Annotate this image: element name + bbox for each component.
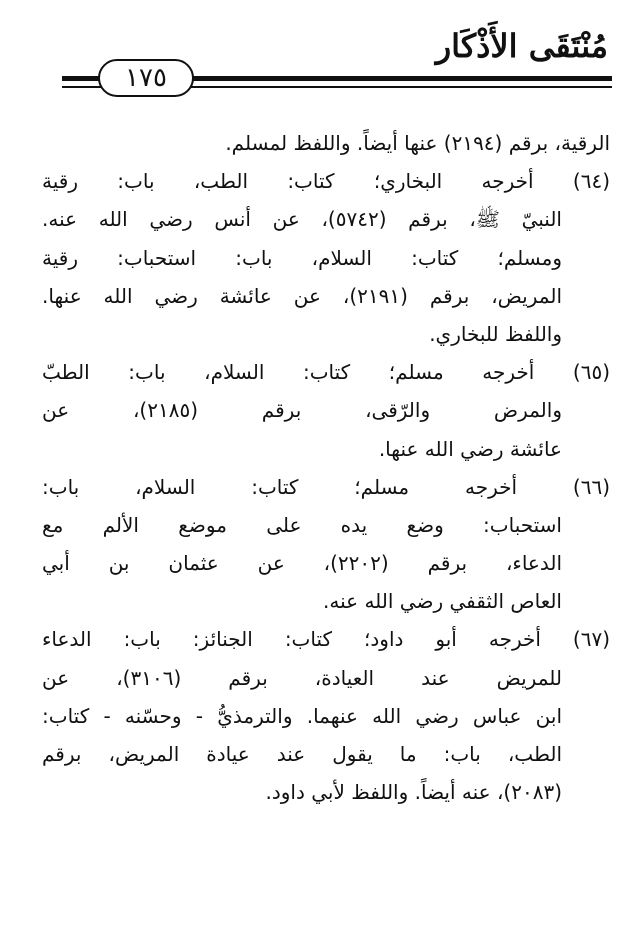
text-line: للمريض عند العيادة، برقم (٣١٠٦)، عن: [42, 665, 562, 690]
text-line: العاص الثقفي رضي الله عنه.: [323, 589, 562, 614]
text-line: الرقية، برقم (٢١٩٤) عنها أيضاً. واللفظ لمسلم.: [225, 131, 610, 155]
footnotes-text: [42, 124, 610, 811]
footnote-64-line: (٦٤) أخرجه البخاري؛ كتاب: الطب، باب: رقية: [42, 169, 610, 194]
page-number-badge: [98, 59, 194, 97]
text-line: والمرض والرّقى، برقم (٢١٨٥)، عن: [42, 398, 562, 423]
text-line: ومسلم؛ كتاب: السلام، باب: استحباب: رقية: [42, 245, 562, 270]
footnote-67-line: (٦٧) أخرجه أبو داود؛ كتاب: الجنائز: باب: الدعاء: [42, 627, 610, 652]
text-line: واللفظ للبخاري.: [429, 321, 562, 346]
text-line: الدعاء، برقم (٢٢٠٢)، عن عثمان بن أبي: [42, 551, 562, 576]
text-line: المريض، برقم (٢١٩١)، عن عائشة رضي الله عنها.: [42, 283, 563, 308]
footnote-66-line: (٦٦) أخرجه مسلم؛ كتاب: السلام، باب:: [42, 474, 610, 499]
page-header: [0, 0, 636, 100]
text-line: ابن عباس رضي الله عنهما. والترمذيُّ - وحسّنه - كتاب:: [42, 703, 562, 728]
book-title: مُنْتَقَى الأَذْكَار: [435, 27, 608, 65]
text-line: استحباب: وضع يده على موضع الألم مع: [42, 512, 562, 537]
text-line: النبيّ ﷺ، برقم (٥٧٤٢)، عن أنس رضي الله عنه.: [42, 207, 562, 232]
footnote-65-line: (٦٥) أخرجه مسلم؛ كتاب: السلام، باب: الطبّ: [42, 360, 610, 385]
text-line: (٢٠٨٣)، عنه أيضاً. واللفظ لأبي داود.: [265, 780, 562, 805]
text-line: الطب، باب: ما يقول عند عيادة المريض، برقم: [42, 742, 562, 766]
page-number: ١٧٥: [125, 63, 167, 93]
text-line: عائشة رضي الله عنها.: [378, 436, 562, 461]
